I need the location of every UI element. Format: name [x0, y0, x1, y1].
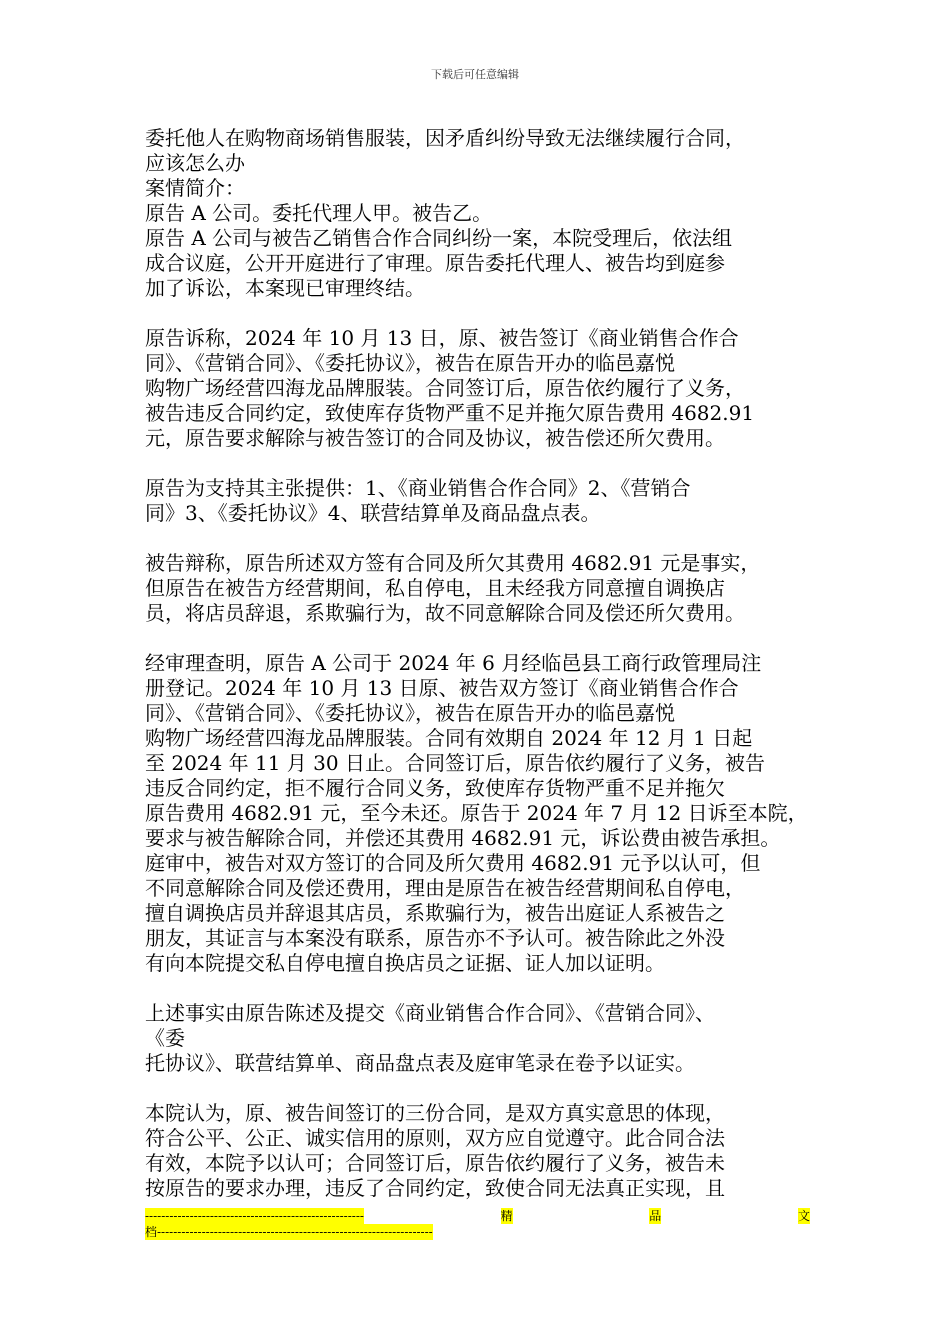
text-line: 原告 A 公司。委托代理人甲。被告乙。: [145, 201, 493, 225]
text-line: 应该怎么办: [145, 151, 245, 175]
text-line: 托协议》、联营结算单、商品盘点表及庭审笔录在卷予以证实。: [145, 1051, 695, 1075]
text-line: 《委: [145, 1026, 185, 1050]
header-text: 下载后可任意编辑: [431, 68, 519, 81]
text-line: 原告 A 公司与被告乙销售合作合同纠纷一案，本院受理后，依法组: [145, 226, 733, 250]
paragraph-gap: [145, 1076, 817, 1101]
paragraph-gap: [145, 301, 817, 326]
text-line: 员，将店员辞退，系欺骗行为，故不同意解除合同及偿还所欠费用。: [145, 601, 745, 625]
text-line: 至 2024 年 11 月 30 日止。合同签订后，原告依约履行了义务，被告: [145, 751, 765, 775]
text-line: 同》3、《委托协议》4、联营结算单及商品盘点表。: [145, 501, 601, 525]
text-line: 但原告在被告方经营期间，私自停电，且未经我方同意擅自调换店: [145, 576, 725, 600]
text-line: 被告辩称，原告所述双方签有合同及所欠其费用 4682.91 元是事实，: [145, 551, 761, 575]
text-line: 符合公平、公正、诚实信用的原则，双方应自觉遵守。此合同合法: [145, 1126, 725, 1150]
paragraph-gap: [145, 451, 817, 476]
text-line: 朋友，其证言与本案没有联系，原告亦不予认可。被告除此之外没: [145, 926, 725, 950]
footer-char-jing: 精: [500, 1209, 513, 1223]
text-line: 经审理查明，原告 A 公司于 2024 年 6 月经临邑县工商行政管理局注: [145, 651, 762, 675]
text-line: 购物广场经营四海龙品牌服装。合同签订后，原告依约履行了义务，: [145, 376, 745, 400]
footer-char-wen: 文: [797, 1209, 810, 1223]
text-line: 同》、《营销合同》、《委托协议》，被告在原告开办的临邑嘉悦: [145, 351, 675, 375]
footer-row-1: [145, 1208, 810, 1224]
text-line: 册登记。2024 年 10 月 13 日原、被告双方签订《商业销售合作合: [145, 676, 739, 700]
paragraph-gap: [145, 526, 817, 551]
text-line: 元，原告要求解除与被告签订的合同及协议，被告偿还所欠费用。: [145, 426, 725, 450]
text-line: 成合议庭，公开开庭进行了审理。原告委托代理人、被告均到庭参: [145, 251, 725, 275]
text-line: 被告违反合同约定，致使库存货物严重不足并拖欠原告费用 4682.91: [145, 401, 755, 425]
page-header: [0, 66, 950, 82]
footer-row-2: 档--------------------------------------------------------------------: [145, 1225, 433, 1239]
text-line: 擅自调换店员并辞退其店员，系欺骗行为，被告出庭证人系被告之: [145, 901, 725, 925]
text-line: 按原告的要求办理，违反了合同约定，致使合同无法真正实现，且: [145, 1176, 725, 1200]
text-line: 有向本院提交私自停电擅自换店员之证据、证人加以证明。: [145, 951, 665, 975]
text-line: 委托他人在购物商场销售服装，因矛盾纠纷导致无法继续履行合同，: [145, 126, 745, 150]
text-line: 不同意解除合同及偿还费用，理由是原告在被告经营期间私自停电，: [145, 876, 745, 900]
footer-dashes: ------------------------------------------------------: [145, 1209, 364, 1223]
page-footer: [145, 1208, 810, 1240]
text-line: 有效，本院予以认可；合同签订后，原告依约履行了义务，被告未: [145, 1151, 725, 1175]
text-line: 加了诉讼，本案现已审理终结。: [145, 276, 425, 300]
text-line: 原告诉称，2024 年 10 月 13 日，原、被告签订《商业销售合作合: [145, 326, 739, 350]
text-line: 本院认为，原、被告间签订的三份合同，是双方真实意思的体现，: [145, 1101, 725, 1125]
paragraph-gap: [145, 626, 817, 651]
text-line: 庭审中，被告对双方签订的合同及所欠费用 4682.91 元予以认可，但: [145, 851, 761, 875]
text-line: 案情简介：: [145, 176, 245, 200]
text-line: 同》、《营销合同》、《委托协议》，被告在原告开办的临邑嘉悦: [145, 701, 675, 725]
document-body: [145, 126, 817, 1201]
text-line: 违反合同约定，拒不履行合同义务，致使库存货物严重不足并拖欠: [145, 776, 725, 800]
text-line: 购物广场经营四海龙品牌服装。合同有效期自 2024 年 12 月 1 日起: [145, 726, 753, 750]
paragraph-gap: [145, 976, 817, 1001]
text-line: 要求与被告解除合同，并偿还其费用 4682.91 元，诉讼费由被告承担。: [145, 826, 781, 850]
text-line: 原告为支持其主张提供：1、《商业销售合作合同》2、《营销合: [145, 476, 691, 500]
text-line: 原告费用 4682.91 元，至今未还。原告于 2024 年 7 月 12 日诉至本院，: [145, 801, 808, 825]
text-line: 上述事实由原告陈述及提交《商业销售合作合同》、《营销合同》、: [145, 1001, 715, 1025]
footer-char-pin: 品: [649, 1209, 662, 1223]
